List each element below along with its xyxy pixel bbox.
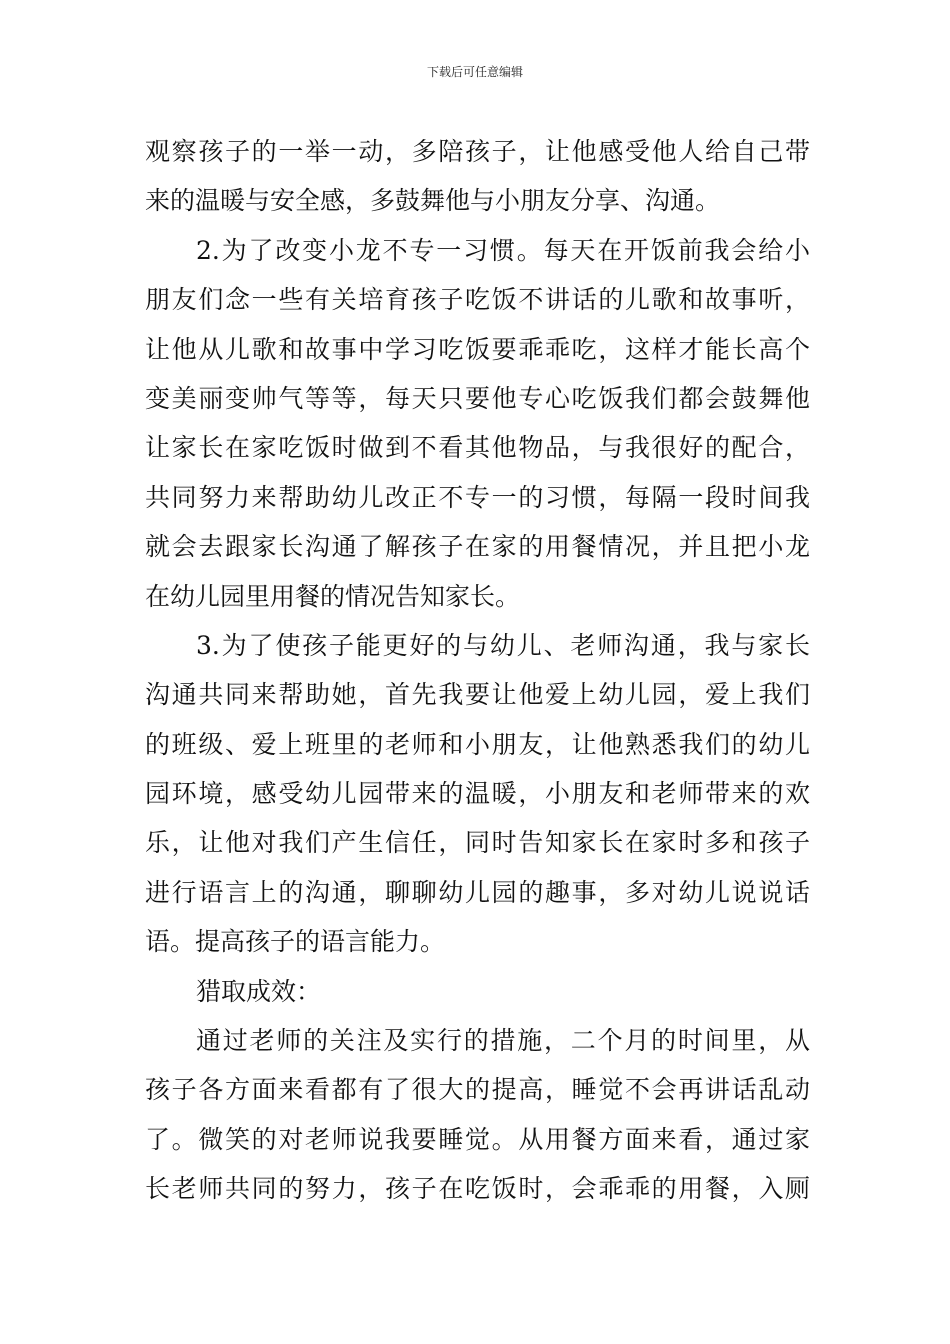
text-line: 园环境，感受幼儿园带来的温暖，小朋友和老师带来的欢 (145, 779, 810, 809)
text-line: 观察孩子的一举一动，多陪孩子，让他感受他人给自己带 (145, 137, 810, 166)
text-line: 变美丽变帅气等等，每天只要他专心吃饭我们都会鼓舞他 (145, 383, 810, 413)
text-line: 就会去跟家长沟通了解孩子在家的用餐情况，并且把小龙 (145, 532, 810, 562)
text-line: 乐，让他对我们产生信任，同时告知家长在家时多和孩子 (145, 828, 810, 858)
text-line: 共同努力来帮助幼儿改正不专一的习惯，每隔一段时间我 (145, 482, 810, 512)
text-line: 2.为了改变小龙不专一习惯。每天在开饭前我会给小 (196, 235, 810, 265)
text-line: 了。微笑的对老师说我要睡觉。从用餐方面来看，通过家 (145, 1124, 810, 1154)
text-line: 长老师共同的努力，孩子在吃饭时，会乖乖的用餐，入厕 (145, 1174, 810, 1204)
text-line: 朋友们念一些有关培育孩子吃饭不讲话的儿歌和故事听， (145, 285, 810, 315)
text-line: 来的温暖与安全感，多鼓舞他与小朋友分享、沟通。 (145, 186, 721, 216)
text-line: 沟通共同来帮助她，首先我要让他爱上幼儿园，爱上我们 (145, 680, 810, 710)
text-line: 3.为了使孩子能更好的与幼儿、老师沟通，我与家长 (196, 630, 810, 660)
text-line: 的班级、爱上班里的老师和小朋友，让他熟悉我们的幼儿 (145, 729, 810, 759)
text-line: 让家长在家吃饭时做到不看其他物品，与我很好的配合， (145, 433, 810, 463)
text-line: 让他从儿歌和故事中学习吃饭要乖乖吃，这样才能长高个 (145, 334, 810, 364)
section-heading: 猎取成效： (196, 976, 322, 1006)
body-text (145, 127, 810, 1214)
text-line: 在幼儿园里用餐的情况告知家长。 (145, 581, 521, 611)
text-line: 进行语言上的沟通，聊聊幼儿园的趣事，多对幼儿说说话 (145, 877, 810, 907)
text-line: 孩子各方面来看都有了很大的提高，睡觉不会再讲话乱动 (145, 1075, 810, 1105)
text-line: 通过老师的关注及实行的措施，二个月的时间里，从 (196, 1026, 810, 1056)
text-line: 语。提高孩子的语言能力。 (145, 927, 446, 957)
page-header: 下载后可任意编辑 (426, 65, 523, 79)
